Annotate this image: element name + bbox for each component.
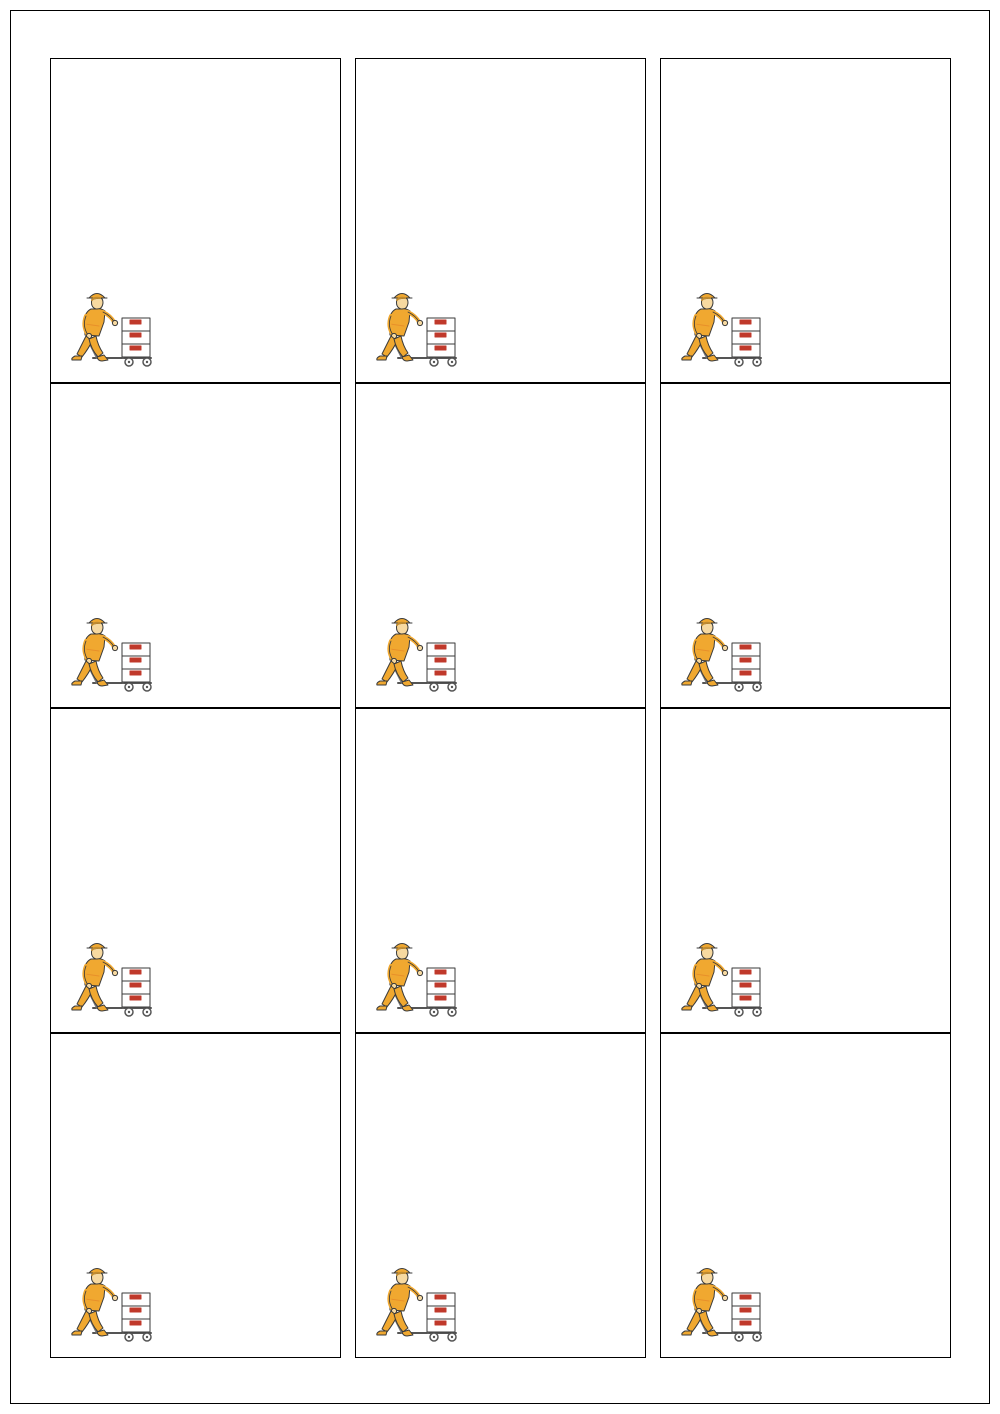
worksheet-card[interactable] xyxy=(660,1033,951,1358)
worksheet-card[interactable] xyxy=(355,708,646,1033)
worker-pushing-cart-icon xyxy=(67,607,167,697)
worksheet-card[interactable] xyxy=(660,383,951,708)
worker-pushing-cart-icon xyxy=(372,1257,472,1347)
worker-pushing-cart-icon xyxy=(372,282,472,372)
worksheet-card[interactable] xyxy=(50,58,341,383)
worker-pushing-cart-icon xyxy=(372,607,472,697)
worker-pushing-cart-icon xyxy=(67,1257,167,1347)
worksheet-card[interactable] xyxy=(50,708,341,1033)
worksheet-card[interactable] xyxy=(660,708,951,1033)
worker-pushing-cart-icon xyxy=(677,1257,777,1347)
worker-pushing-cart-icon xyxy=(67,932,167,1022)
worker-pushing-cart-icon xyxy=(677,607,777,697)
worker-pushing-cart-icon xyxy=(67,282,167,372)
card-grid xyxy=(50,58,953,1360)
worksheet-card[interactable] xyxy=(355,1033,646,1358)
worksheet-card[interactable] xyxy=(355,58,646,383)
worker-pushing-cart-icon xyxy=(677,932,777,1022)
worksheet-card[interactable] xyxy=(50,1033,341,1358)
worker-pushing-cart-icon xyxy=(372,932,472,1022)
worksheet-card[interactable] xyxy=(50,383,341,708)
worker-pushing-cart-icon xyxy=(677,282,777,372)
worksheet-card[interactable] xyxy=(660,58,951,383)
worksheet-card[interactable] xyxy=(355,383,646,708)
